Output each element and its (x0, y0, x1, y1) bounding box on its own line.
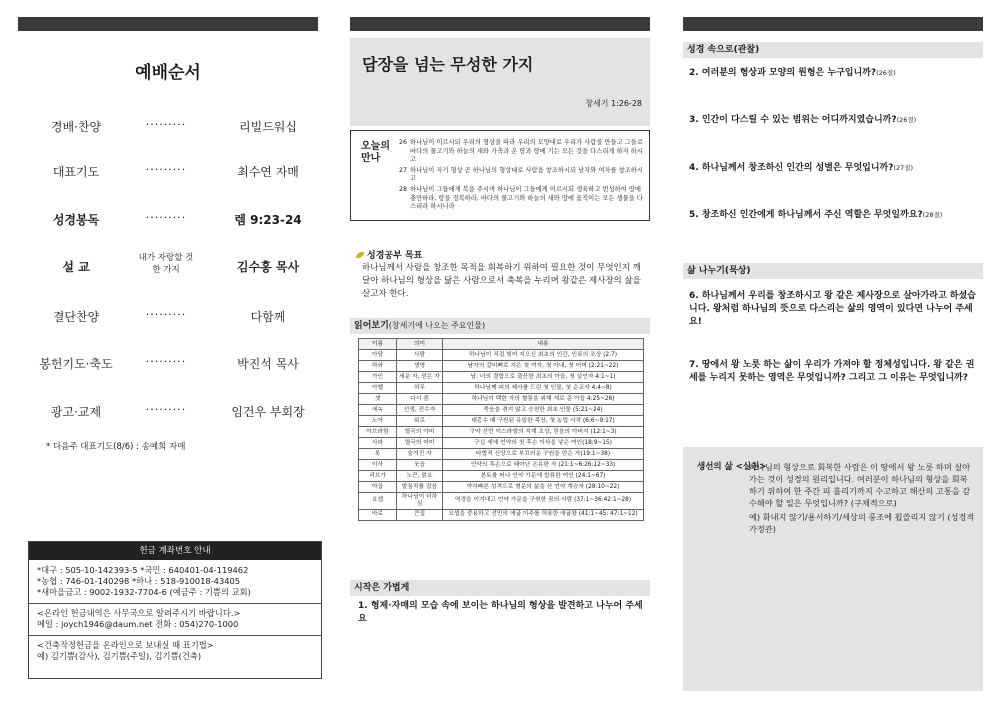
table-cell: 구약 선민 이스라엘의 직계 조상, 믿음의 아버지 (12:1~3) (443, 427, 644, 438)
table-cell: 대홍수 때 구원된 유일한 족장, 첫 농업 시작 (6:6~9:17) (443, 416, 644, 427)
header-bar (350, 17, 650, 31)
order-leader: ········· (145, 403, 187, 416)
table-cell: 숨겨진 자 (397, 449, 443, 460)
table-header: 내용 (443, 339, 644, 350)
table-row (359, 372, 644, 383)
table-header: 의미 (397, 339, 443, 350)
contact-line: 메일 : joych1946@daum.net 전화 : 054)270-1000 (37, 619, 239, 629)
table-cell: 노아 (359, 416, 397, 427)
table-cell: 사라 (359, 438, 397, 449)
table-cell: 야곱 (359, 482, 397, 493)
order-item-name: 광고·교제 (50, 405, 102, 419)
leaf-icon (356, 252, 364, 258)
order-item-name: 성경봉독 (52, 213, 100, 227)
verse (399, 186, 645, 212)
table-row (359, 405, 644, 416)
table-cell: 다시 줌 (397, 394, 443, 405)
table-cell: 리브가 (359, 471, 397, 482)
table-cell: 사람 (397, 350, 443, 361)
table-row (359, 460, 644, 471)
order-item-name: 결단찬양 (52, 310, 100, 324)
todays-manna-label: 오늘의 만나 (361, 141, 390, 164)
table-cell: 언약의 후손으로 태어난 온유한 자 (21:1~6:26:12~33) (443, 460, 644, 471)
table-cell: 구십 세에 언약의 첫 후손 이삭을 낳은 여인(18:9~15) (443, 438, 644, 449)
table-cell: 롯 (359, 449, 397, 460)
header-bar (18, 17, 318, 31)
table-cell: 세운 자, 얻은 자 (397, 372, 443, 383)
sermon-title: 담장을 넘는 무성한 가지 (362, 55, 534, 74)
todays-manna-box (350, 130, 650, 221)
table-cell: 선생, 전수자 (397, 405, 443, 416)
order-item-person: 박진석 목사 (237, 357, 299, 371)
verse-number: 26 (399, 139, 408, 146)
order-leader: ········· (145, 355, 187, 368)
verse-ref: (28절) (922, 211, 943, 219)
order-item-name: 설 교 (62, 260, 90, 274)
order-leader: ········· (145, 211, 187, 224)
table-cell: 이삭 (359, 460, 397, 471)
table-cell: 역경을 이겨내고 언약 가문을 구원한 꿈의 사람 (37:1~36:42:1~28) (443, 493, 644, 510)
order-item-person: 최수연 자매 (237, 165, 299, 179)
practice-text: 하나님의 형상으로 회복한 사람은 이 땅에서 왕 노릇 하며 살아가는 것이 성경의 원리입니다. 여러분이 하나님의 형상을 회복하기 위하여 한 주간 피 흘리기까지 수고하고 해산의 고통을 감수해야 할 일은 무엇입니까? (구체적으로) (749, 462, 971, 508)
sharing-heading: 삶 나누기(묵상) (683, 263, 983, 279)
order-row (18, 395, 318, 425)
table-cell: 본토를 떠나 언약 가문에 합류한 여인 (24:1~67) (443, 471, 644, 482)
building-example: 예) 김기쁨(감사), 김기쁨(주일), 김기쁨(건축) (37, 651, 202, 661)
verse (399, 167, 645, 184)
question-3: 3. 인간이 다스릴 수 있는 범위는 어디까지였습니까?(26절) (689, 115, 917, 125)
table-row (359, 361, 644, 372)
practice-label: 생선의 삶 <실천> (697, 462, 767, 472)
order-row (18, 110, 318, 140)
table-cell: 바로 (359, 509, 397, 520)
table-cell: 아브라함 (359, 427, 397, 438)
table-cell: 노끈, 얽요 (397, 471, 443, 482)
question-7: 7. 땅에서 왕 노릇 하는 삶이 우리가 가져야 할 정체성입니다. 왕 같은 권세를 누리지 못하는 영역은 무엇입니까? 그리고 그 이유는 무엇입니까? (689, 360, 975, 383)
table-cell: 아담 (359, 350, 397, 361)
verse-text: 하나님이 자기 형상 곧 하나님의 형상대로 사람을 창조하시되 남자와 여자를 창조하시고 (410, 166, 643, 183)
table-row (359, 350, 644, 361)
verse-ref: (27절) (893, 164, 914, 172)
order-row (18, 300, 318, 330)
verse-number: 27 (399, 166, 408, 174)
table-cell: 남. 녀의 결합으로 출산한 최초의 아들, 첫 살인자 4:1~1) (443, 372, 644, 383)
table-cell: 웃음 (397, 460, 443, 471)
table-cell: 가인 (359, 372, 397, 383)
start-heading: 시작은 가볍게 (350, 580, 650, 596)
table-cell: 위로 (397, 416, 443, 427)
order-item-person: 다함께 (250, 310, 286, 324)
table-cell: 약삭빠른 성격으로 형운의 삶을 산 언약 계승자 (28:10~22) (443, 482, 644, 493)
table-row (359, 493, 644, 510)
order-leader: ········· (145, 118, 187, 131)
table-cell: 하나님이 직접 빚어 지으신 최초의 인간, 인류의 조상 (2:7) (443, 350, 644, 361)
table-cell: 큰집 (397, 509, 443, 520)
order-item-name: 경배·찬양 (50, 120, 102, 134)
table-cell: 에녹 (359, 405, 397, 416)
table-cell: 하나님이 택한 자의 혈통을 위해 새로 준 아들 4:25~26) (443, 394, 644, 405)
sermon-title-box (350, 38, 650, 126)
table-row (359, 416, 644, 427)
table-cell: 허무 (397, 383, 443, 394)
header-bar (683, 17, 983, 31)
order-item-person: 임건우 부회장 (231, 405, 305, 419)
study-goal-heading: 성경공부 목표 (356, 248, 422, 261)
table-cell: 생명 (397, 361, 443, 372)
sermon-column (350, 0, 650, 707)
order-item-person: 김수홍 목사 (236, 260, 300, 274)
order-row (18, 347, 318, 377)
table-header: 이름 (359, 339, 397, 350)
table-row (359, 449, 644, 460)
table-row (359, 482, 644, 493)
key-people-table (358, 338, 644, 521)
scripture-reference: 창세기 1:26-28 (585, 99, 642, 108)
order-item-name: 대표기도 (52, 165, 100, 179)
table-cell: 요셉 (359, 493, 397, 510)
practice-example: 예) 화내지 않기/용서하기/세상의 풍조에 휩쓸리지 않기 (성경적 가정관) (749, 512, 975, 534)
question-6: 6. 하나님께서 우리를 창조하시고 왕 같은 제사장으로 살아가라고 하셨습니다. 왕처럼 하나님의 뜻으로 다스리는 삶의 영역이 있다면 나누어 주세요! (689, 291, 976, 327)
question-4: 4. 하나님께서 창조하신 인간의 성별은 무엇입니까?(27절) (689, 163, 914, 173)
verse-ref: (26절) (896, 116, 917, 124)
verse (399, 139, 645, 165)
offering-title: 헌금 계좌번호 안내 (29, 542, 321, 560)
table-row (359, 509, 644, 520)
table-cell: 발꿈치를 잡음 (397, 482, 443, 493)
question-1: 1. 형제·자매의 모습 속에 보이는 하나님의 형상을 발견하고 나누어 주세요 (358, 601, 643, 624)
table-cell: 요셉을 중용하고 선민의 애굽 이주를 허용한 애굽왕 (41:1~45: 47:1~12) (443, 509, 644, 520)
order-row (18, 250, 318, 280)
verse-text: 하나님이 이르시되 우리의 형상을 따라 우리의 모양대로 우리가 사람을 만들고 그들로 바다의 물고기와 하늘의 새와 가축과 온 땅과 땅에 기는 모든 것을 다스리게 하자 하시고 (410, 139, 643, 164)
table-cell: 하와 (359, 361, 397, 372)
table-cell: 죽음을 겪지 않고 승천한 최초 인물 (5:21~24) (443, 405, 644, 416)
table-cell: 하나님께 피의 제사를 드린 첫 인물, 첫 순교자 4:4~8) (443, 383, 644, 394)
table-cell: 하나님이 더하심 (397, 493, 443, 510)
verse-number: 28 (399, 185, 408, 193)
order-leader: ········· (145, 163, 187, 176)
question-2: 2. 여러분의 형상과 모양의 원형은 누구입니까?(26절) (689, 68, 896, 78)
table-row (359, 438, 644, 449)
table-row (359, 471, 644, 482)
study-goal-text: 하나님께서 사람을 창조한 목적을 회복하기 위하여 필요한 것이 무엇인지 깨달아 하나님의 형상을 닮은 사람으로서 축복을 누리며 왕같은 제사장의 삶을 살고자 한다. (362, 263, 641, 299)
order-row (18, 155, 318, 185)
table-row (359, 427, 644, 438)
table-cell: 남자의 갈비뼈로 지은 첫 여자, 첫 아내, 첫 어머 (2:21~22) (443, 361, 644, 372)
account-line: *대구 : 505-10-142393-5 *국민 : 640401-04-119462 (37, 565, 249, 575)
worship-order-column (18, 0, 318, 707)
order-item-person: 리빌드워십 (239, 120, 297, 134)
order-leader: ········· (145, 308, 187, 321)
practice-box (683, 447, 983, 691)
order-item-person: 렘 9:23-24 (234, 213, 302, 227)
verse-text: 하나님이 그들에게 복을 주시며 하나님이 그들에게 이르시되 생육하고 번성하여 땅에 충만하라, 땅을 정복하라, 바다의 물고기와 하늘의 새와 땅에 움직이는 모든 생물을 다스리라 하시니라 (410, 185, 643, 211)
online-notice: <온라인 헌금내역은 사무국으로 알려주시기 바랍니다.> (37, 608, 241, 618)
order-leader: 내가 자랑할 것 한 가지 (138, 253, 194, 275)
table-cell: 열국의 아비 (397, 427, 443, 438)
observation-heading: 성경 속으로(관찰) (683, 42, 983, 58)
account-line: *농협 : 746-01-140298 *하나 : 518-910018-43405 (37, 576, 241, 586)
order-item-name: 봉헌기도·축도 (39, 357, 113, 371)
table-row (359, 383, 644, 394)
table-cell: 셋 (359, 394, 397, 405)
offering-info-box (28, 541, 322, 679)
account-line: *새마을금고 : 9002-1932-7704-6 (예금주 : 기쁨의 교회) (37, 587, 251, 597)
table-cell: 열국의 어미 (397, 438, 443, 449)
table-cell: 타협적 신앙으로 부끄러운 구원을 얻은 자(19:1~38) (443, 449, 644, 460)
order-title: 예배순서 (135, 63, 201, 83)
question-5: 5. 창조하신 인간에게 하나님께서 주신 역할은 무엇일까요?(28절) (689, 210, 943, 220)
building-notice: <건축작정헌금을 온라인으로 보내실 때 표기법> (37, 640, 214, 650)
next-prayer-note: * 다음주 대표기도(8/6) : 송예희 자매 (46, 442, 186, 452)
study-column (683, 0, 983, 707)
reading-heading: 읽어보기(창세기에 나오는 주요인물) (350, 318, 650, 334)
table-cell: 아벨 (359, 383, 397, 394)
verse-ref: (26절) (876, 69, 896, 77)
table-row (359, 394, 644, 405)
order-row (18, 203, 318, 233)
